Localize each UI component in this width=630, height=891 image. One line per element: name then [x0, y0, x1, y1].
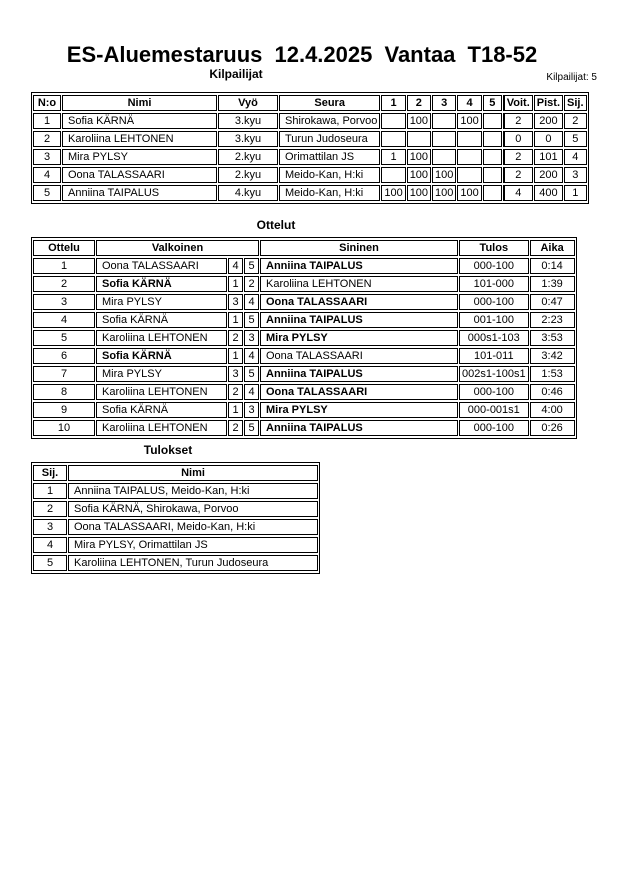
score-vs-5	[483, 113, 502, 129]
ottelut-table	[31, 237, 577, 439]
kilpailijat-section-title: Kilpailijat	[209, 67, 263, 81]
result-row	[33, 555, 318, 571]
blue-competitor-number: 2	[244, 276, 259, 292]
tulokset-section-title: Tulokset	[143, 443, 193, 457]
match-number: 10	[33, 420, 95, 436]
competitor-belt: 4.kyu	[218, 185, 278, 201]
competitor-points: 0	[534, 131, 563, 147]
col-header-valkoinen: Valkoinen	[96, 240, 259, 256]
blue-competitor-name: Mira PYLSY	[260, 402, 458, 418]
result-row	[33, 483, 318, 499]
result-row	[33, 501, 318, 517]
col-header-result-nimi: Nimi	[68, 465, 318, 481]
competitor-club: Shirokawa, Porvoo	[279, 113, 380, 129]
blue-competitor-name: Oona TALASSAARI	[260, 348, 458, 364]
competitor-name: Oona TALASSAARI	[62, 167, 217, 183]
result-name-club: Sofia KÄRNÄ, Shirokawa, Porvoo	[68, 501, 318, 517]
competitor-club: Orimattilan JS	[279, 149, 380, 165]
white-competitor-number: 1	[228, 276, 243, 292]
match-result: 101-011	[459, 348, 529, 364]
white-competitor-name: Sofia KÄRNÄ	[96, 276, 227, 292]
white-competitor-number: 1	[228, 402, 243, 418]
match-result: 101-000	[459, 276, 529, 292]
result-place: 2	[33, 501, 67, 517]
white-competitor-name: Sofia KÄRNÄ	[96, 312, 227, 328]
col-header-result-sij: Sij.	[33, 465, 67, 481]
competitor-belt: 3.kyu	[218, 113, 278, 129]
score-vs-1	[381, 113, 405, 129]
competitor-place: 5	[564, 131, 587, 147]
match-result: 000-100	[459, 420, 529, 436]
competitor-club: Meido-Kan, H:ki	[279, 185, 380, 201]
white-competitor-name: Karoliina LEHTONEN	[96, 384, 227, 400]
competitor-place: 4	[564, 149, 587, 165]
competitor-points: 400	[534, 185, 563, 201]
white-competitor-number: 2	[228, 420, 243, 436]
tulokset-table-grid	[32, 463, 319, 573]
competitor-place: 2	[564, 113, 587, 129]
match-number: 8	[33, 384, 95, 400]
match-result: 000-100	[459, 258, 529, 274]
match-time: 3:42	[530, 348, 575, 364]
score-vs-1: 100	[381, 185, 405, 201]
blue-competitor-name: Karoliina LEHTONEN	[260, 276, 458, 292]
match-row	[33, 402, 575, 418]
competitor-points: 101	[534, 149, 563, 165]
competitor-name: Anniina TAIPALUS	[62, 185, 217, 201]
col-header-pist: Pist.	[534, 95, 563, 111]
match-row	[33, 330, 575, 346]
col-header-ottelu: Ottelu	[33, 240, 95, 256]
match-result: 000-100	[459, 384, 529, 400]
competitor-row	[33, 167, 587, 183]
blue-competitor-name: Oona TALASSAARI	[260, 294, 458, 310]
white-competitor-number: 2	[228, 330, 243, 346]
competitor-belt: 2.kyu	[218, 167, 278, 183]
score-vs-5	[483, 131, 502, 147]
competitor-belt: 2.kyu	[218, 149, 278, 165]
score-vs-4	[457, 131, 481, 147]
competitor-number: 5	[33, 185, 61, 201]
competitor-row	[33, 131, 587, 147]
score-vs-3	[432, 131, 456, 147]
competitor-belt: 3.kyu	[218, 131, 278, 147]
match-time: 1:39	[530, 276, 575, 292]
match-row	[33, 294, 575, 310]
score-vs-4: 100	[457, 113, 481, 129]
match-number: 3	[33, 294, 95, 310]
result-name-club: Karoliina LEHTONEN, Turun Judoseura	[68, 555, 318, 571]
tulokset-table	[31, 462, 320, 574]
competitor-club: Turun Judoseura	[279, 131, 380, 147]
white-competitor-name: Mira PYLSY	[96, 294, 227, 310]
blue-competitor-number: 5	[244, 366, 259, 382]
competitor-name: Sofia KÄRNÄ	[62, 113, 217, 129]
competitor-row	[33, 149, 587, 165]
result-place: 5	[33, 555, 67, 571]
kilpailijat-table	[31, 92, 589, 204]
ottelut-table-grid	[32, 238, 576, 438]
competitor-points: 200	[534, 113, 563, 129]
match-time: 1:53	[530, 366, 575, 382]
score-vs-5	[483, 167, 502, 183]
score-vs-3: 100	[432, 167, 456, 183]
col-header-sininen: Sininen	[260, 240, 458, 256]
score-vs-2: 100	[407, 185, 431, 201]
col-header-nimi: Nimi	[62, 95, 217, 111]
score-vs-1	[381, 131, 405, 147]
score-vs-5	[483, 149, 502, 165]
blue-competitor-name: Anniina TAIPALUS	[260, 366, 458, 382]
white-competitor-number: 4	[228, 258, 243, 274]
blue-competitor-number: 3	[244, 402, 259, 418]
ottelut-section-title: Ottelut	[256, 218, 296, 232]
score-vs-4: 100	[457, 185, 481, 201]
score-vs-1: 1	[381, 149, 405, 165]
blue-competitor-number: 4	[244, 348, 259, 364]
white-competitor-name: Karoliina LEHTONEN	[96, 330, 227, 346]
result-place: 1	[33, 483, 67, 499]
competitor-number: 4	[33, 167, 61, 183]
blue-competitor-name: Oona TALASSAARI	[260, 384, 458, 400]
competitor-wins: 2	[503, 113, 533, 129]
score-vs-2: 100	[407, 167, 431, 183]
match-number: 9	[33, 402, 95, 418]
match-time: 0:26	[530, 420, 575, 436]
ottelut-header-row	[33, 240, 575, 256]
match-time: 2:23	[530, 312, 575, 328]
col-header-no: N:o	[33, 95, 61, 111]
competitor-wins: 0	[503, 131, 533, 147]
competitor-club: Meido-Kan, H:ki	[279, 167, 380, 183]
col-header-score-3: 3	[432, 95, 456, 111]
match-time: 4:00	[530, 402, 575, 418]
score-vs-3	[432, 149, 456, 165]
match-number: 4	[33, 312, 95, 328]
white-competitor-number: 3	[228, 294, 243, 310]
result-row	[33, 519, 318, 535]
result-row	[33, 537, 318, 553]
competitor-place: 3	[564, 167, 587, 183]
competitor-wins: 2	[503, 149, 533, 165]
blue-competitor-number: 4	[244, 384, 259, 400]
col-header-aika: Aika	[530, 240, 575, 256]
match-result: 000-100	[459, 294, 529, 310]
match-row	[33, 420, 575, 436]
col-header-score-2: 2	[407, 95, 431, 111]
competitor-name: Karoliina LEHTONEN	[62, 131, 217, 147]
match-row	[33, 258, 575, 274]
competitor-number: 1	[33, 113, 61, 129]
blue-competitor-name: Anniina TAIPALUS	[260, 420, 458, 436]
competitor-wins: 4	[503, 185, 533, 201]
col-header-vyo: Vyö	[218, 95, 278, 111]
competitor-wins: 2	[503, 167, 533, 183]
match-row	[33, 348, 575, 364]
white-competitor-number: 1	[228, 312, 243, 328]
result-name-club: Oona TALASSAARI, Meido-Kan, H:ki	[68, 519, 318, 535]
competitor-place: 1	[564, 185, 587, 201]
score-vs-2	[407, 131, 431, 147]
page-title: ES-Aluemestaruus 12.4.2025 Vantaa T18-52	[66, 42, 538, 67]
white-competitor-number: 1	[228, 348, 243, 364]
blue-competitor-number: 5	[244, 420, 259, 436]
white-competitor-number: 3	[228, 366, 243, 382]
score-vs-1	[381, 167, 405, 183]
match-row	[33, 276, 575, 292]
score-vs-4	[457, 149, 481, 165]
white-competitor-name: Mira PYLSY	[96, 366, 227, 382]
match-time: 0:14	[530, 258, 575, 274]
match-time: 0:46	[530, 384, 575, 400]
score-vs-2: 100	[407, 149, 431, 165]
result-place: 4	[33, 537, 67, 553]
competitor-number: 2	[33, 131, 61, 147]
col-header-score-5: 5	[483, 95, 502, 111]
white-competitor-name: Karoliina LEHTONEN	[96, 420, 227, 436]
blue-competitor-number: 4	[244, 294, 259, 310]
match-result: 000-001s1	[459, 402, 529, 418]
match-row	[33, 366, 575, 382]
match-number: 2	[33, 276, 95, 292]
kilpailijat-table-grid	[32, 93, 588, 203]
competitor-row	[33, 185, 587, 201]
col-header-seura: Seura	[279, 95, 380, 111]
competitor-number: 3	[33, 149, 61, 165]
match-number: 1	[33, 258, 95, 274]
blue-competitor-name: Anniina TAIPALUS	[260, 312, 458, 328]
match-time: 3:53	[530, 330, 575, 346]
match-row	[33, 384, 575, 400]
col-header-sij: Sij.	[564, 95, 587, 111]
match-number: 6	[33, 348, 95, 364]
score-vs-3: 100	[432, 185, 456, 201]
col-header-score-1: 1	[381, 95, 405, 111]
white-competitor-name: Oona TALASSAARI	[96, 258, 227, 274]
col-header-score-4: 4	[457, 95, 481, 111]
match-number: 7	[33, 366, 95, 382]
result-place: 3	[33, 519, 67, 535]
score-vs-4	[457, 167, 481, 183]
competitor-name: Mira PYLSY	[62, 149, 217, 165]
match-result: 001-100	[459, 312, 529, 328]
col-header-voit: Voit.	[503, 95, 533, 111]
tulokset-header-row	[33, 465, 318, 481]
score-vs-5	[483, 185, 502, 201]
white-competitor-number: 2	[228, 384, 243, 400]
white-competitor-name: Sofia KÄRNÄ	[96, 402, 227, 418]
blue-competitor-number: 5	[244, 258, 259, 274]
score-vs-3	[432, 113, 456, 129]
result-name-club: Mira PYLSY, Orimattilan JS	[68, 537, 318, 553]
match-result: 000s1-103	[459, 330, 529, 346]
competitor-count-label: Kilpailijat: 5	[546, 72, 597, 83]
competitor-row	[33, 113, 587, 129]
result-name-club: Anniina TAIPALUS, Meido-Kan, H:ki	[68, 483, 318, 499]
match-result: 002s1-100s1	[459, 366, 529, 382]
match-time: 0:47	[530, 294, 575, 310]
score-vs-2: 100	[407, 113, 431, 129]
blue-competitor-number: 3	[244, 330, 259, 346]
match-number: 5	[33, 330, 95, 346]
competitor-points: 200	[534, 167, 563, 183]
blue-competitor-name: Anniina TAIPALUS	[260, 258, 458, 274]
col-header-tulos: Tulos	[459, 240, 529, 256]
white-competitor-name: Sofia KÄRNÄ	[96, 348, 227, 364]
blue-competitor-name: Mira PYLSY	[260, 330, 458, 346]
blue-competitor-number: 5	[244, 312, 259, 328]
match-row	[33, 312, 575, 328]
kilpailijat-header-row	[33, 95, 587, 111]
